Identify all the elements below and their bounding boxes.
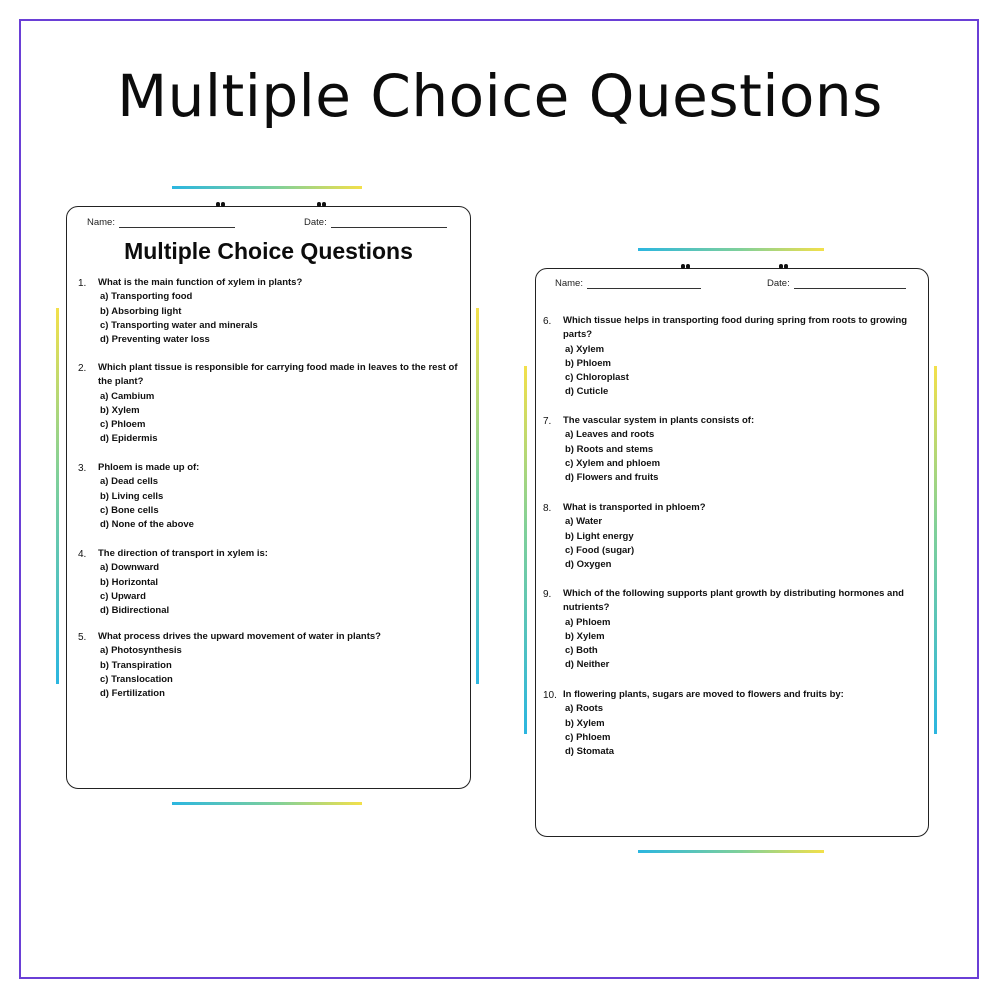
answer-option[interactable]: d) Fertilization	[100, 688, 165, 700]
worksheet-page-2	[535, 268, 929, 837]
answer-option[interactable]: a) Dead cells	[100, 476, 159, 488]
question-text: The direction of transport in xylem is:	[98, 548, 268, 559]
answer-option[interactable]: b) Phloem	[565, 357, 611, 369]
question-item	[543, 501, 918, 572]
question-item	[543, 587, 918, 673]
answer-option[interactable]: a) Leaves and roots	[565, 429, 655, 441]
answer-option[interactable]: a) Photosynthesis	[100, 645, 182, 657]
answer-option[interactable]: d) Epidermis	[100, 433, 158, 445]
binder-clip-icon	[317, 202, 327, 208]
answer-option[interactable]: a) Xylem	[565, 343, 605, 355]
question-text: Phloem is made up of:	[98, 462, 200, 473]
question-item	[78, 630, 463, 701]
binder-clip-icon	[216, 202, 226, 208]
question-number: 2.	[78, 363, 87, 374]
question-number: 10.	[543, 690, 557, 701]
name-label: Name:	[87, 217, 115, 228]
accent-bar-bottom-right	[638, 850, 824, 853]
answer-option[interactable]: b) Absorbing light	[100, 305, 182, 317]
accent-bar-top-right	[638, 248, 824, 251]
name-line	[119, 218, 235, 228]
question-text: In flowering plants, sugars are moved to flowers and fruits by:	[563, 689, 844, 700]
question-number: 6.	[543, 316, 552, 327]
question-text: Which tissue helps in transporting food during spring from roots to growing parts?	[563, 315, 908, 341]
accent-bar-left-of-sheet1	[56, 308, 59, 684]
answer-option[interactable]: d) Flowers and fruits	[565, 472, 659, 484]
page-title: Multiple Choice Questions	[117, 62, 883, 130]
question-number: 7.	[543, 416, 552, 427]
question-item	[78, 276, 463, 347]
date-label: Date:	[304, 217, 327, 228]
name-field[interactable]	[555, 278, 701, 289]
accent-bar-left-of-sheet2	[524, 366, 527, 734]
answer-option[interactable]: a) Water	[565, 516, 603, 528]
answer-option[interactable]: a) Roots	[565, 703, 603, 715]
question-item	[543, 314, 918, 400]
answer-option[interactable]: c) Upward	[100, 590, 146, 602]
answer-option[interactable]: d) Oxygen	[565, 559, 612, 571]
binder-clip-icon	[779, 264, 789, 270]
question-text: Which of the following supports plant growth by distributing hormones and nutrients?	[563, 588, 904, 614]
answer-option[interactable]: d) Neither	[565, 659, 610, 671]
accent-bar-right-of-sheet1	[476, 308, 479, 684]
answer-option[interactable]: c) Translocation	[100, 673, 173, 685]
question-text: What is the main function of xylem in plants?	[98, 277, 303, 288]
answer-option[interactable]: a) Transporting food	[100, 291, 193, 303]
answer-option[interactable]: d) Cuticle	[565, 386, 609, 398]
question-number: 4.	[78, 549, 87, 560]
question-text: Which plant tissue is responsible for carrying food made in leaves to the rest of the plant?	[98, 362, 458, 388]
answer-option[interactable]: b) Xylem	[565, 717, 605, 729]
accent-bar-right-of-sheet2	[934, 366, 937, 734]
answer-option[interactable]: b) Transpiration	[100, 659, 172, 671]
answer-option[interactable]: a) Downward	[100, 562, 160, 574]
question-number: 8.	[543, 503, 552, 514]
answer-option[interactable]: b) Living cells	[100, 490, 164, 502]
question-item	[543, 688, 918, 759]
answer-option[interactable]: b) Light energy	[565, 530, 634, 542]
answer-option[interactable]: b) Xylem	[565, 630, 605, 642]
answer-option[interactable]: d) Preventing water loss	[100, 334, 210, 346]
question-number: 9.	[543, 589, 552, 600]
accent-bar-bottom-left	[172, 802, 362, 805]
name-label: Name:	[555, 278, 583, 289]
question-number: 1.	[78, 278, 87, 289]
question-item	[78, 547, 463, 618]
answer-option[interactable]: a) Phloem	[565, 616, 611, 628]
answer-option[interactable]: c) Bone cells	[100, 504, 159, 516]
answer-option[interactable]: c) Food (sugar)	[565, 544, 635, 556]
binder-clip-icon	[681, 264, 691, 270]
answer-option[interactable]: c) Chloroplast	[565, 372, 629, 384]
question-item	[78, 361, 463, 447]
date-line	[331, 218, 447, 228]
name-field[interactable]	[87, 217, 235, 228]
answer-option[interactable]: d) None of the above	[100, 519, 194, 531]
question-number: 5.	[78, 632, 87, 643]
date-field[interactable]	[304, 217, 447, 228]
answer-option[interactable]: d) Bidirectional	[100, 605, 170, 617]
name-line	[587, 279, 701, 289]
question-text: What process drives the upward movement of water in plants?	[98, 631, 381, 642]
date-line	[794, 279, 906, 289]
answer-option[interactable]: b) Xylem	[100, 404, 140, 416]
worksheet-title: Multiple Choice Questions	[124, 238, 413, 264]
answer-option[interactable]: d) Stomata	[565, 746, 615, 758]
worksheet-page-1	[66, 206, 471, 789]
date-field[interactable]	[767, 278, 906, 289]
answer-option[interactable]: c) Phloem	[565, 731, 611, 743]
question-text: The vascular system in plants consists of:	[563, 415, 755, 426]
question-item	[543, 414, 918, 485]
answer-option[interactable]: b) Horizontal	[100, 576, 159, 588]
answer-option[interactable]: a) Cambium	[100, 390, 155, 402]
question-item	[78, 461, 463, 532]
question-text: What is transported in phloem?	[563, 502, 706, 513]
question-number: 3.	[78, 463, 87, 474]
accent-bar-top-left	[172, 186, 362, 189]
answer-option[interactable]: b) Roots and stems	[565, 443, 654, 455]
answer-option[interactable]: c) Xylem and phloem	[565, 457, 661, 469]
answer-option[interactable]: c) Both	[565, 645, 598, 657]
date-label: Date:	[767, 278, 790, 289]
answer-option[interactable]: c) Phloem	[100, 419, 146, 431]
answer-option[interactable]: c) Transporting water and minerals	[100, 319, 258, 331]
